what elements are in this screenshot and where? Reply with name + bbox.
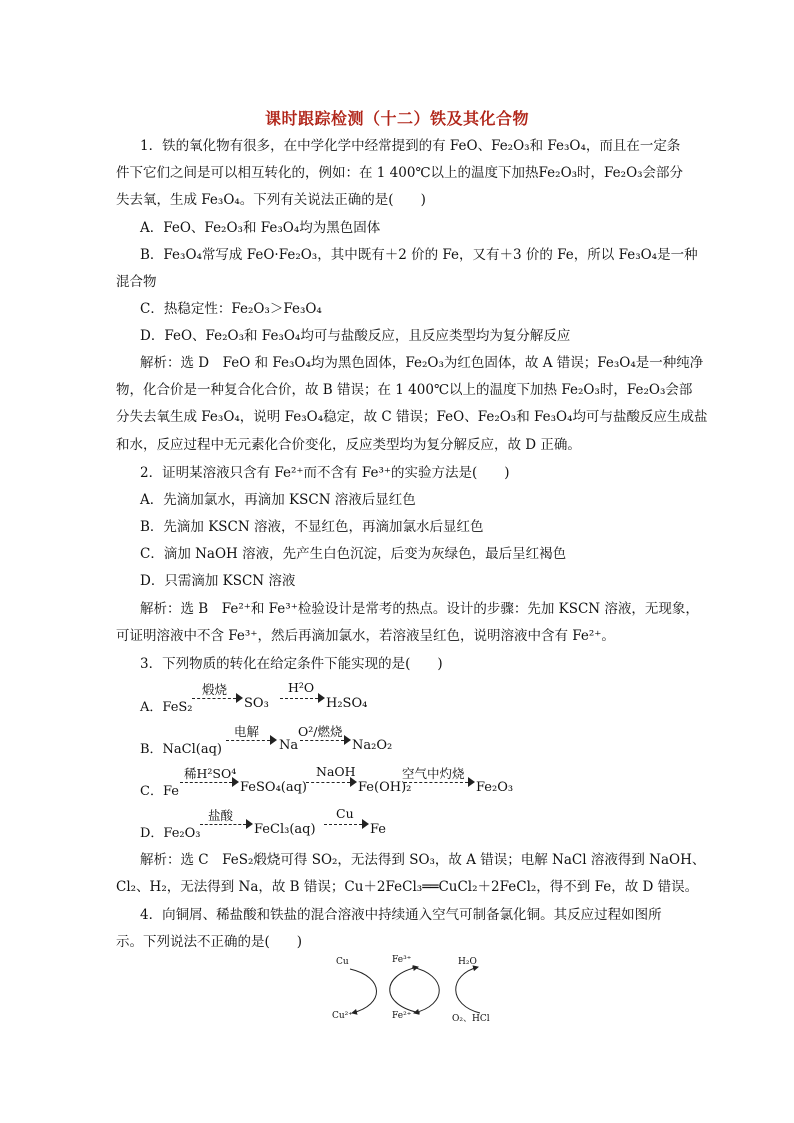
q1-option-d: D．FeO、Fe₂O₃和 Fe₃O₄均可与盐酸反应，且反应类型均为复分解反应 xyxy=(140,328,571,344)
q3c-condition-2: NaOH xyxy=(316,764,356,779)
q3a-reactant: A．FeS₂ xyxy=(140,700,193,715)
q3b-arrow-2 xyxy=(300,740,344,741)
q3d-product-2: Fe xyxy=(370,822,387,837)
q3c-product-3: Fe₂O₃ xyxy=(476,780,514,795)
q2-option-d: D．只需滴加 KSCN 溶液 xyxy=(140,573,296,589)
q2-stem: 2．证明某溶液只含有 Fe²⁺而不含有 Fe³⁺的实验方法是( ) xyxy=(140,465,510,481)
q3b-arrowhead-2 xyxy=(344,735,351,745)
q2-option-b: B．先滴加 KSCN 溶液，不显红色，再滴加氯水后显红色 xyxy=(140,519,484,535)
q1-option-b-cont: 混合物 xyxy=(116,274,157,290)
q1-analysis: 和水，反应过程中无元素化合价变化，反应类型均为复分解反应，故 D 正确。 xyxy=(116,437,581,453)
q3a-arrow-2 xyxy=(280,698,318,699)
q3d-arrow-1 xyxy=(200,824,246,825)
q1-stem-line: 件下它们之间是可以相互转化的，例如：在 1 400℃以上的温度下加热Fe₂O₃时，Fe₂O₃会部分 xyxy=(116,165,684,181)
q2-analysis: 解析：选 B Fe²⁺和 Fe³⁺检验设计是常考的热点。设计的步骤：先加 KSCN 溶液，无现象， xyxy=(140,601,699,617)
q3a-product-2: H₂SO₄ xyxy=(326,696,368,711)
q3c-arrow-2 xyxy=(306,782,350,783)
q3b-condition-1: 电解 xyxy=(234,724,260,739)
q1-option-a: A．FeO、Fe₂O₃和 Fe₃O₄均为黑色固体 xyxy=(140,220,381,236)
q3c-condition-1: 稀H²SO⁴ xyxy=(184,766,237,781)
q3d-condition-1: 盐酸 xyxy=(208,808,234,823)
q3b-product-1: Na xyxy=(279,738,299,753)
q3b-arrowhead-1 xyxy=(270,735,277,745)
label-fe3: Fe³⁺ xyxy=(392,955,412,965)
q3a-condition-1: 煅烧 xyxy=(202,682,228,697)
q3d-reactant: D．Fe₂O₃ xyxy=(140,826,201,841)
label-fe2: Fe²⁺ xyxy=(392,1011,412,1021)
q3a-arrowhead-1 xyxy=(236,693,243,703)
q2-analysis: 可证明溶液中不含 Fe³⁺，然后再滴加氯水，若溶液呈红色，说明溶液中含有 Fe²⁺。 xyxy=(116,628,615,644)
label-cu2: Cu²⁺ xyxy=(332,1011,354,1021)
q3a-condition-2: H²O xyxy=(288,680,315,695)
q4-stem: 示。下列说法不正确的是( ) xyxy=(116,934,303,950)
label-o2-hcl: O₂、HCl xyxy=(452,1014,490,1024)
q3c-arrowhead-2 xyxy=(350,777,357,787)
q2-option-c: C．滴加 NaOH 溶液，先产生白色沉淀，后变为灰绿色，最后呈红褐色 xyxy=(140,546,567,562)
q3d-product-1: FeCl₃(aq) xyxy=(254,822,316,837)
q3d-arrow-2 xyxy=(324,824,362,825)
q3c-arrowhead-3 xyxy=(468,777,475,787)
q1-analysis: 分失去氧生成 Fe₃O₄，说明 Fe₃O₄稳定，故 C 错误；FeO、Fe₂O₃和 Fe₃O₄均可与盐酸反应生成盐 xyxy=(116,409,708,425)
q3b-product-2: Na₂O₂ xyxy=(352,738,393,753)
q3c-product-1: FeSO₄(aq) xyxy=(240,780,307,795)
q3b-arrow-1 xyxy=(226,740,270,741)
q3c-arrow-3 xyxy=(404,782,468,783)
q3b-reactant: B．NaCl(aq) xyxy=(140,742,222,757)
reaction-cycle-figure xyxy=(330,955,500,1025)
q3c-product-2: Fe(OH)₂ xyxy=(358,780,412,795)
q1-stem-line: 失去氧，生成 Fe₃O₄。下列有关说法正确的是( ) xyxy=(116,192,426,208)
q4-stem: 4．向铜屑、稀盐酸和铁盐的混合溶液中持续通入空气可制备氯化铜。其反应过程如图所 xyxy=(140,907,662,923)
q3d-condition-2: Cu xyxy=(336,806,354,821)
q3a-arrowhead-2 xyxy=(318,693,325,703)
q1-option-c: C．热稳定性：Fe₂O₃＞Fe₃O₄ xyxy=(140,301,322,317)
q3a-arrow-1 xyxy=(192,698,236,699)
page-title: 课时跟踪检测（十二）铁及其化合物 xyxy=(264,109,529,128)
q3-analysis: 解析：选 C FeS₂煅烧可得 SO₂，无法得到 SO₃，故 A 错误；电解 NaCl 溶液得到 NaOH、 xyxy=(140,852,706,868)
q3a-product-1: SO₃ xyxy=(244,696,269,711)
q1-analysis: 物，化合价是一种复合化合价，故 B 错误；在 1 400℃以上的温度下加热 Fe₂O₃时，Fe₂O₃会部 xyxy=(116,382,693,398)
label-h2o: H₂O xyxy=(458,957,477,967)
q3d-arrowhead-1 xyxy=(246,819,253,829)
q1-stem-line: 1．铁的氧化物有很多，在中学化学中经常提到的有 FeO、Fe₂O₃和 Fe₃O₄，而且在一定条 xyxy=(140,138,681,154)
q3-stem: 3．下列物质的转化在给定条件下能实现的是( ) xyxy=(140,656,443,672)
q3c-arrow-1 xyxy=(180,782,232,783)
q3-analysis: Cl₂、H₂，无法得到 Na，故 B 错误；Cu＋2FeCl₃══CuCl₂＋2FeCl₂，得不到 Fe，故 D 错误。 xyxy=(116,879,699,895)
q3b-condition-2: O²/燃烧 xyxy=(298,724,343,739)
q1-option-b: B．Fe₃O₄常写成 FeO·Fe₂O₃，其中既有＋2 价的 Fe，又有＋3 价的 Fe，所以 Fe₃O₄是一种 xyxy=(140,247,698,263)
q3c-condition-3: 空气中灼烧 xyxy=(402,766,465,781)
q3d-arrowhead-2 xyxy=(362,819,369,829)
label-cu: Cu xyxy=(336,957,349,967)
q3c-arrowhead-1 xyxy=(232,777,239,787)
q1-analysis: 解析：选 D FeO 和 Fe₃O₄均为黑色固体，Fe₂O₃为红色固体，故 A 错误；Fe₃O₄是一种纯净 xyxy=(140,355,704,371)
q2-option-a: A．先滴加氯水，再滴加 KSCN 溶液后显红色 xyxy=(140,492,416,508)
q3c-reactant: C．Fe xyxy=(140,784,179,799)
